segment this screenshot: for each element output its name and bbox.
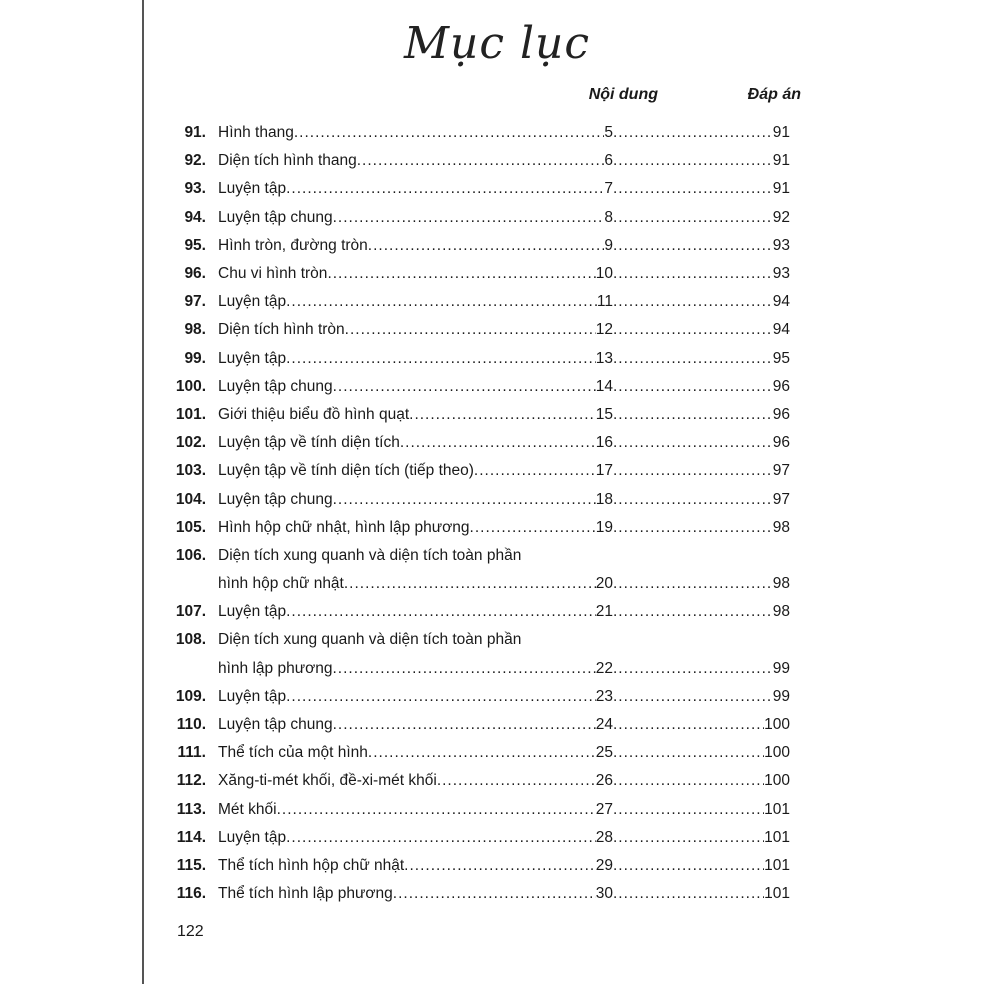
column-header-content: Nội dung [588, 86, 658, 103]
entry-content-part [218, 801, 613, 819]
entry-content-part [218, 660, 613, 678]
toc-entry-line [170, 175, 802, 203]
toc-entry-line [170, 316, 802, 344]
entry-page: 7 [604, 180, 613, 198]
dot-leader [613, 801, 764, 819]
entry-number: 109. [175, 687, 206, 705]
entry-page: 19 [595, 518, 613, 536]
entry-title: Luyện tập [218, 349, 287, 367]
entry-content-part [218, 406, 613, 424]
entry-answer-page: 101 [764, 885, 790, 903]
entry-answer-part [613, 829, 790, 847]
entry-number: 100. [175, 377, 206, 395]
toc-entry-line [170, 457, 802, 485]
entry-answer-page: 98 [772, 575, 790, 593]
toc-entry-line [170, 711, 802, 739]
entry-number: 105. [175, 518, 206, 536]
entry-answer-page: 95 [772, 349, 790, 367]
entry-answer-part [613, 744, 790, 762]
dot-leader [613, 124, 773, 142]
dot-leader [613, 350, 773, 368]
entry-answer-page: 99 [772, 659, 790, 677]
toc-entry-line [170, 824, 802, 852]
entry-page: 12 [595, 321, 613, 339]
entry-number: 113. [176, 800, 206, 818]
entry-number: 116. [176, 885, 206, 903]
entry-content-part [218, 124, 613, 142]
entry-number: 95. [184, 236, 206, 254]
entry-title: Xăng-ti-mét khối, đề-xi-mét khối [218, 772, 437, 790]
entry-page: 11 [596, 293, 613, 311]
entry-answer-part [613, 434, 790, 452]
dot-leader [613, 434, 773, 452]
dot-leader [613, 829, 764, 847]
entry-answer-part [613, 462, 790, 480]
dot-leader [344, 575, 596, 593]
dot-leader [613, 180, 773, 198]
entry-title: Luyện tập chung [218, 377, 333, 395]
toc-entry-line [170, 570, 802, 598]
entry-number: 103. [175, 462, 206, 480]
entry-answer-part [613, 603, 790, 621]
entry-number: 107. [175, 603, 206, 621]
entry-title: Giới thiệu biểu đồ hình quạt [218, 405, 410, 423]
entry-answer-page: 94 [772, 293, 790, 311]
entry-answer-page: 93 [772, 265, 790, 283]
entry-title: Thể tích hình hộp chữ nhật [218, 856, 405, 874]
toc-entry-line [170, 626, 802, 654]
entry-page: 25 [595, 744, 613, 762]
entry-number: 108. [175, 631, 206, 649]
entry-title: Luyện tập [218, 603, 287, 621]
entry-content-part [218, 237, 613, 255]
dot-leader [286, 180, 604, 198]
entry-number: 112. [176, 772, 206, 790]
entry-page: 26 [595, 772, 613, 790]
entry-page: 6 [604, 152, 613, 170]
entry-title: Diện tích hình thang [218, 152, 357, 170]
entry-page: 30 [595, 885, 613, 903]
page-edge-line [142, 0, 144, 984]
entry-page: 10 [595, 265, 613, 283]
entry-title: hình hộp chữ nhật [218, 575, 344, 593]
entry-title: Mét khối [218, 800, 277, 818]
dot-leader [613, 688, 773, 706]
entry-title: Thể tích của một hình [218, 744, 368, 762]
entry-content-part [218, 321, 613, 339]
dot-leader [286, 829, 596, 847]
entry-answer-page: 101 [764, 856, 790, 874]
entry-title: Diện tích hình tròn [218, 321, 345, 339]
entry-title: hình lập phương [218, 659, 333, 677]
entry-title: Luyện tập [218, 687, 287, 705]
entry-title: Luyện tập về tính diện tích (tiếp theo) [218, 462, 474, 480]
dot-leader [277, 801, 596, 819]
entry-answer-page: 91 [772, 124, 790, 142]
entry-answer-part [613, 237, 790, 255]
toc-entry-line [170, 485, 802, 513]
column-header-answer: Đáp án [747, 86, 801, 103]
entry-content-part [218, 688, 613, 706]
entry-title: Diện tích xung quanh và diện tích toàn phần [218, 631, 522, 649]
entry-answer-part [613, 857, 790, 875]
entry-answer-page: 101 [764, 828, 790, 846]
entry-title: Luyện tập [218, 293, 287, 311]
entry-page: 9 [604, 236, 613, 254]
entry-answer-part [613, 688, 790, 706]
entry-content-part [218, 378, 613, 396]
entry-content-part [218, 350, 613, 368]
entry-content-part [218, 462, 613, 480]
entry-title: Luyện tập [218, 828, 287, 846]
entry-answer-page: 101 [764, 800, 790, 818]
entry-answer-page: 96 [772, 434, 790, 452]
entry-answer-page: 96 [772, 377, 790, 395]
entry-title: Thể tích hình lập phương [218, 885, 393, 903]
entry-number: 99. [184, 349, 206, 367]
entry-title: Luyện tập chung [218, 490, 333, 508]
dot-leader [613, 209, 773, 227]
entry-answer-part [613, 406, 790, 424]
entry-answer-page: 98 [772, 603, 790, 621]
toc-entry-line [170, 598, 802, 626]
entry-page: 5 [604, 124, 613, 142]
dot-leader [404, 857, 596, 875]
entry-title: Hình thang [218, 124, 294, 142]
entry-content-part [218, 716, 613, 734]
entry-page: 17 [595, 462, 613, 480]
entry-title: Luyện tập chung [218, 208, 333, 226]
entry-page: 13 [595, 349, 613, 367]
entry-page: 21 [595, 603, 613, 621]
entry-title: Luyện tập về tính diện tích [218, 434, 400, 452]
dot-leader [333, 660, 596, 678]
entry-content-part [218, 152, 613, 170]
entry-content-part [218, 265, 613, 283]
toc-entry-line [170, 852, 802, 880]
entry-number: 101. [175, 405, 206, 423]
dot-leader [294, 124, 605, 142]
entry-number: 115. [176, 856, 206, 874]
dot-leader [437, 772, 596, 790]
dot-leader [327, 265, 595, 283]
entry-answer-part [613, 180, 790, 198]
dot-leader [613, 265, 773, 283]
entry-answer-part [613, 321, 790, 339]
toc-entry-line [170, 880, 802, 908]
entry-number: 110. [176, 716, 206, 734]
entry-content-part [218, 829, 613, 847]
dot-leader [400, 434, 596, 452]
dot-leader [333, 209, 605, 227]
entry-page: 18 [595, 490, 613, 508]
dot-leader [613, 406, 773, 424]
entry-page: 22 [595, 659, 613, 677]
dot-leader [333, 716, 596, 734]
toc-entry-line [170, 260, 802, 288]
entry-content-part [218, 180, 613, 198]
entry-number: 111. [177, 744, 206, 762]
dot-leader [613, 885, 764, 903]
entry-content-part [218, 293, 613, 311]
page-title: Mục lục [403, 18, 591, 69]
table-of-contents [170, 119, 802, 908]
toc-entry-line [170, 683, 802, 711]
entry-answer-part [613, 293, 790, 311]
toc-entry-line [170, 232, 802, 260]
entry-number: 98. [184, 321, 206, 339]
entry-number: 104. [175, 490, 206, 508]
toc-entry-line [170, 119, 802, 147]
dot-leader [368, 744, 596, 762]
dot-leader [613, 293, 773, 311]
entry-answer-part [613, 378, 790, 396]
toc-entry-line [170, 288, 802, 316]
entry-content-part [218, 434, 613, 452]
toc-entry-line [170, 655, 802, 683]
entry-number: 91. [184, 124, 206, 142]
entry-page: 15 [595, 405, 613, 423]
dot-leader [286, 293, 597, 311]
toc-entry-line [170, 542, 802, 570]
entry-answer-page: 99 [772, 687, 790, 705]
entry-number: 106. [175, 546, 206, 564]
entry-answer-part [613, 885, 790, 903]
dot-leader [613, 603, 773, 621]
entry-page: 23 [595, 687, 613, 705]
entry-answer-part [613, 772, 790, 790]
entry-answer-page: 91 [772, 152, 790, 170]
dot-leader [613, 237, 773, 255]
entry-title: Diện tích xung quanh và diện tích toàn phần [218, 546, 522, 564]
entry-number: 102. [175, 434, 206, 452]
entry-page: 27 [595, 800, 613, 818]
dot-leader [345, 321, 596, 339]
entry-answer-part [613, 716, 790, 734]
dot-leader [613, 378, 773, 396]
dot-leader [286, 688, 596, 706]
toc-entry-line [170, 373, 802, 401]
dot-leader [613, 857, 764, 875]
entry-title: Chu vi hình tròn [218, 265, 328, 283]
dot-leader [470, 519, 596, 537]
toc-entry-line [170, 401, 802, 429]
toc-entry-line [170, 204, 802, 232]
entry-answer-part [613, 660, 790, 678]
entry-answer-page: 97 [772, 462, 790, 480]
dot-leader [613, 744, 764, 762]
entry-answer-page: 94 [772, 321, 790, 339]
entry-content-part [218, 885, 613, 903]
entry-number: 93. [184, 180, 206, 198]
entry-answer-page: 91 [772, 180, 790, 198]
dot-leader [393, 885, 596, 903]
entry-answer-part [613, 491, 790, 509]
entry-content-part [218, 857, 613, 875]
entry-answer-part [613, 801, 790, 819]
dot-leader [357, 152, 605, 170]
entry-answer-part [613, 209, 790, 227]
dot-leader [613, 462, 773, 480]
entry-answer-part [613, 265, 790, 283]
toc-entry-line [170, 796, 802, 824]
entry-answer-page: 100 [764, 772, 790, 790]
dot-leader [613, 491, 773, 509]
toc-entry-line [170, 345, 802, 373]
dot-leader [286, 350, 596, 368]
dot-leader [613, 152, 773, 170]
toc-entry-line [170, 739, 802, 767]
dot-leader [368, 237, 605, 255]
entry-number: 94. [184, 208, 206, 226]
entry-content-part [218, 744, 613, 762]
entry-content-part [218, 209, 613, 227]
entry-answer-page: 96 [772, 405, 790, 423]
entry-answer-page: 93 [772, 236, 790, 254]
dot-leader [613, 716, 764, 734]
entry-content-part [218, 491, 613, 509]
entry-number: 114. [176, 828, 206, 846]
entry-number: 97. [184, 293, 206, 311]
toc-entry-line [170, 514, 802, 542]
entry-title: Luyện tập chung [218, 716, 333, 734]
dot-leader [474, 462, 596, 480]
entry-page: 28 [595, 828, 613, 846]
dot-leader [613, 575, 773, 593]
entry-answer-page: 100 [764, 744, 790, 762]
dot-leader [613, 321, 773, 339]
entry-title: Luyện tập [218, 180, 287, 198]
entry-page: 29 [595, 856, 613, 874]
entry-page: 14 [595, 377, 613, 395]
entry-number: 96. [184, 265, 206, 283]
entry-title: Hình tròn, đường tròn [218, 236, 368, 254]
entry-content-part [218, 519, 613, 537]
entry-answer-page: 92 [772, 208, 790, 226]
entry-content-part [218, 603, 613, 621]
entry-page: 16 [595, 434, 613, 452]
dot-leader [409, 406, 596, 424]
entry-answer-page: 98 [772, 518, 790, 536]
entry-page: 20 [595, 575, 613, 593]
toc-entry-line [170, 767, 802, 795]
toc-entry-line [170, 147, 802, 175]
page-number: 122 [177, 923, 204, 940]
entry-answer-part [613, 152, 790, 170]
dot-leader [613, 772, 764, 790]
entry-answer-part [613, 124, 790, 142]
entry-content-part [218, 575, 613, 593]
entry-page: 8 [604, 208, 613, 226]
toc-entry-line [170, 429, 802, 457]
entry-page: 24 [595, 716, 613, 734]
entry-answer-part [613, 519, 790, 537]
dot-leader [333, 491, 596, 509]
entry-answer-part [613, 575, 790, 593]
entry-answer-page: 97 [772, 490, 790, 508]
entry-content-part [218, 772, 613, 790]
entry-answer-page: 100 [764, 716, 790, 734]
entry-title: Hình hộp chữ nhật, hình lập phương [218, 518, 470, 536]
dot-leader [286, 603, 596, 621]
dot-leader [613, 660, 773, 678]
entry-answer-part [613, 350, 790, 368]
dot-leader [333, 378, 596, 396]
entry-number: 92. [184, 152, 206, 170]
dot-leader [613, 519, 773, 537]
